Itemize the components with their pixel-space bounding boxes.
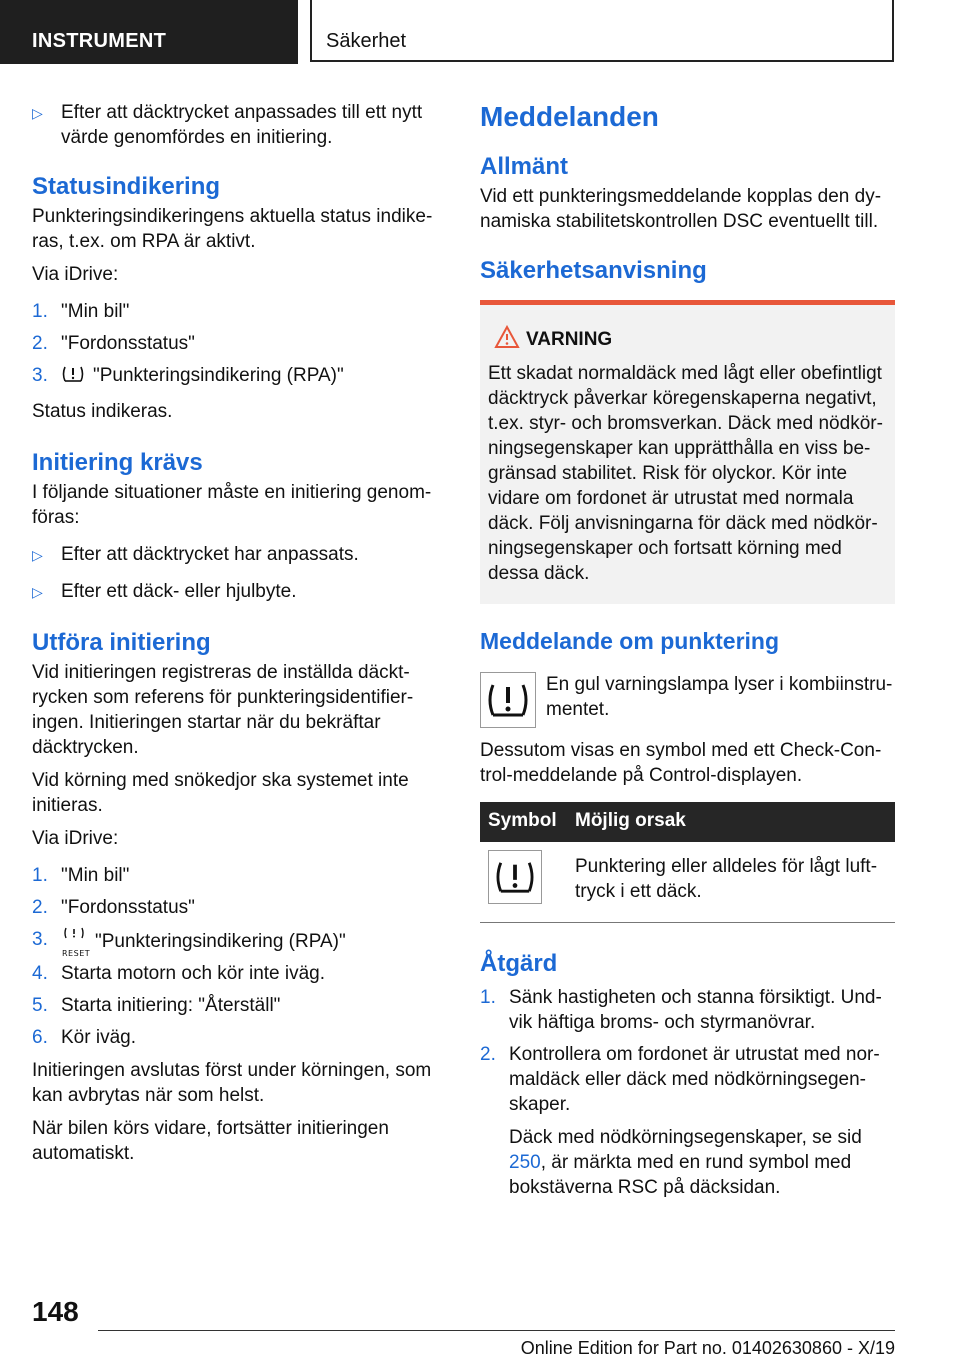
tire-warning-icon	[480, 672, 536, 728]
status-via: Via iDrive:	[32, 264, 119, 285]
symbol-table	[480, 802, 895, 923]
footer-divider	[98, 1330, 895, 1331]
page-title: Meddelanden	[480, 101, 659, 132]
puncture-text: En gul varningslampa lyser i kombiinstrumentet.	[546, 674, 893, 720]
perform-via: Via iDrive:	[32, 828, 119, 849]
section-title-perform-init: Utföra initiering	[32, 629, 211, 656]
section-title-puncture: Meddelande om punktering	[480, 628, 780, 654]
list-item: ▷ Efter att däcktrycket anpassades till ett nytt värde genomfördes en initiering.	[32, 102, 423, 148]
list-item: 1. "Min bil"	[32, 301, 130, 322]
table-header-row	[480, 802, 895, 842]
header-chapter-tab	[310, 0, 894, 62]
rsc-note: Däck med nödkörningsegenskaper, se sid 250, är märkta med en rund symbol med bokstäverna RSC på däcksidan.	[509, 1127, 862, 1198]
column-header-cause: Möjlig orsak	[567, 802, 895, 842]
warning-triangle-icon	[494, 325, 520, 349]
cause-cell: Punktering eller alldeles för lågt lufttryck i ett däck.	[567, 842, 895, 923]
perform-description-2: Vid körning med snökedjor ska systemet inte initieras.	[32, 770, 409, 816]
list-item: 5. Starta initiering: "Återställ"	[32, 995, 281, 1016]
puncture-message	[480, 672, 895, 728]
list-item: 1. "Min bil"	[32, 865, 130, 886]
list-item: 1. Sänk hastigheten och stanna försiktigt. Undvik häftiga broms- och styrmanövrar.	[480, 987, 882, 1033]
triangle-bullet-icon: ▷	[32, 105, 43, 121]
general-text: Vid ett punkteringsmeddelande kopplas den dynamiska stabilitetskontrollen DSC eventuellt till.	[480, 186, 882, 232]
page-number: 148	[32, 1296, 79, 1327]
triangle-bullet-icon: ▷	[32, 584, 43, 600]
list-item: 3. "Punkteringsindikering (RPA)"	[32, 363, 437, 391]
section-title-safety: Säkerhetsanvisning	[480, 257, 707, 284]
page-link[interactable]: 250	[509, 1152, 541, 1173]
list-item: 2. "Fordonsstatus"	[32, 897, 195, 918]
warning-box	[480, 300, 895, 604]
check-control-text: Dessutom visas en symbol med ett Check-Control-meddelande på Control-displayen.	[480, 740, 882, 786]
triangle-bullet-icon: ▷	[32, 547, 43, 563]
list-item: 2. Kontrollera om fordonet är utrustat med normaldäck eller däck med nödkörningsegenskaper.	[480, 1044, 880, 1115]
list-item: 3. RESET "Punkteringsindikering (RPA)"	[32, 929, 346, 958]
tire-reset-icon: RESET	[61, 927, 87, 951]
perform-after-2: När bilen körs vidare, fortsätter initieringen automatiskt.	[32, 1118, 389, 1164]
status-description: Punkteringsindikeringens aktuella status indikeras, t.ex. om RPA är aktivt.	[32, 206, 433, 252]
warning-title: VARNING	[488, 327, 887, 353]
section-title-status: Statusindikering	[32, 173, 221, 200]
perform-after-1: Initieringen avslutas först under körningen, som kan avbrytas när som helst.	[32, 1060, 432, 1106]
left-column	[32, 100, 437, 1174]
header-chapter-label: Säkerhet	[326, 30, 407, 52]
init-required-description: I följande situationer måste en initiering genomföras:	[32, 482, 432, 528]
action-steps	[480, 985, 895, 1117]
perform-steps	[32, 863, 437, 1050]
list-item: 2. "Fordonsstatus"	[32, 333, 195, 354]
section-title-init-required: Initiering krävs	[32, 449, 203, 476]
section-title-general: Allmänt	[480, 153, 569, 180]
footer-edition: Online Edition for Part no. 01402630860 - X/19	[520, 1338, 895, 1358]
table-row	[480, 842, 895, 923]
list-item: ▷ Efter ett däck- eller hjulbyte.	[32, 579, 437, 604]
column-header-symbol: Symbol	[480, 802, 567, 842]
header-section-tab	[0, 0, 298, 64]
perform-description-1: Vid initieringen registreras de inställda däcktrycken som referens för punkteringsidentifieringen. Initieringen startar när du bekräftar däcktrycken.	[32, 662, 414, 758]
list-item: ▷ Efter att däcktrycket har anpassats.	[32, 542, 437, 567]
list-item: 4. Starta motorn och kör inte iväg.	[32, 963, 326, 984]
tire-warning-icon	[488, 850, 542, 904]
list-item: 6. Kör iväg.	[32, 1027, 136, 1048]
right-column	[480, 100, 895, 1208]
tire-pressure-icon	[61, 364, 85, 391]
section-title-action: Åtgärd	[480, 950, 558, 977]
status-result: Status indikeras.	[32, 401, 173, 422]
header-section-label: INSTRUMENT	[32, 30, 167, 52]
warning-text: Ett skadat normaldäck med lågt eller obefintligt däcktryck påverkar köregenskaperna negativt, t.ex. styr- och bromsverkan. Däck med nödkörningsegenskaper kan upprätthålla en viss begränsad stabilitet. Risk för olyckor. Kör inte vidare om fordonet är utrustat med normala däck. Följ anvisningarna för däck med nödkörningsegenskaper och fortsatt körning med dessa däck.	[488, 363, 883, 584]
status-steps	[32, 299, 437, 391]
